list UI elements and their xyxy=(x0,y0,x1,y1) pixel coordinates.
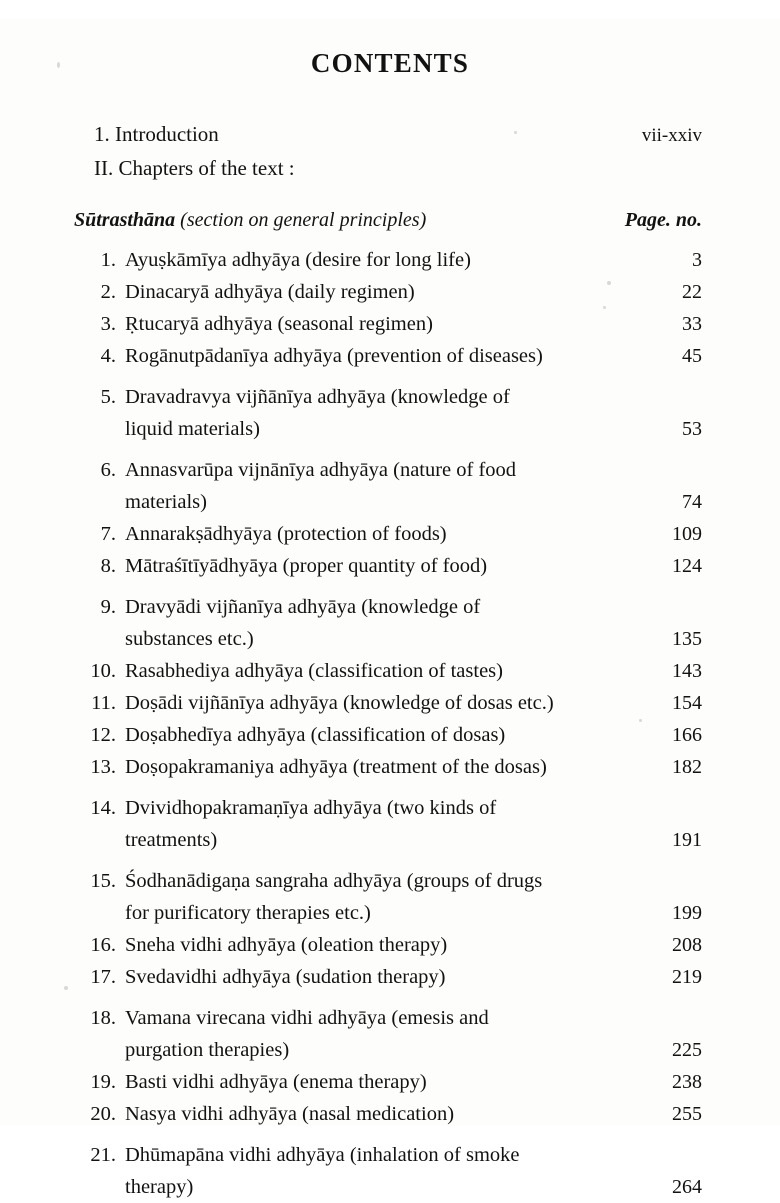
section-heading xyxy=(0,209,780,232)
toc-entry-page-number: 238 xyxy=(672,1071,702,1094)
toc-entry-number: 8. xyxy=(100,555,116,578)
toc-entry[interactable] xyxy=(82,381,702,445)
front-matter-page: vii-xxiv xyxy=(641,125,702,147)
toc-entry[interactable] xyxy=(82,244,702,276)
toc-entry[interactable] xyxy=(82,518,702,550)
toc-entry-page-number: 124 xyxy=(672,555,702,578)
toc-entry-title-line: treatments) xyxy=(125,829,218,852)
toc-entry-title-line: Sneha vidhi adhyāya (oleation therapy) xyxy=(125,934,448,957)
toc-entry-number: 1. xyxy=(100,249,116,272)
toc-entry-number: 13. xyxy=(90,756,116,779)
toc-entry-title xyxy=(116,1139,656,1203)
toc-entry-number: 2. xyxy=(100,281,116,304)
toc-entry-title-line: Svedavidhi adhyāya (sudation therapy) xyxy=(125,966,446,989)
toc-entry-page-number: 74 xyxy=(682,491,702,514)
toc-entry[interactable] xyxy=(82,1139,702,1203)
toc-entry-title-line: Basti vidhi adhyāya (enema therapy) xyxy=(125,1071,427,1094)
toc-entry-page-number: 143 xyxy=(672,660,702,683)
toc-entry-title xyxy=(116,792,656,856)
toc-entry[interactable] xyxy=(82,1098,702,1130)
toc-entry-page-number: 45 xyxy=(682,345,702,368)
section-title xyxy=(74,209,625,232)
toc-entry-title-line: Vamana virecana vidhi adhyāya (emesis and xyxy=(125,1007,489,1030)
toc-entry[interactable] xyxy=(82,961,702,993)
toc-entry-number: 11. xyxy=(91,692,116,715)
section-subtitle: (section on general principles) xyxy=(180,209,427,232)
toc-entry-title-line: Dravadravya vijñānīya adhyāya (knowledge of xyxy=(125,386,510,409)
toc-entry-number: 17. xyxy=(90,966,116,989)
toc-entry-title-line: Dravyādi vijñanīya adhyāya (knowledge of xyxy=(125,596,481,619)
toc-entry-title-line: Rogānutpādanīya adhyāya (prevention of diseases) xyxy=(125,345,543,368)
toc-entry-number: 9. xyxy=(100,596,116,619)
toc-entry-title xyxy=(116,276,656,308)
toc-entry[interactable] xyxy=(82,1066,702,1098)
toc-entry-number: 18. xyxy=(90,1007,116,1030)
toc-entry-number: 15. xyxy=(90,870,116,893)
front-matter-label: II. Chapters of the text : xyxy=(94,156,295,181)
toc-entry[interactable] xyxy=(82,719,702,751)
toc-entry[interactable] xyxy=(82,454,702,518)
toc-entry-page-number: 219 xyxy=(672,966,702,989)
toc-entry[interactable] xyxy=(82,655,702,687)
toc-entry-number: 4. xyxy=(100,345,116,368)
toc-entry-page-number: 135 xyxy=(672,628,702,651)
toc-entry[interactable] xyxy=(82,687,702,719)
toc-entry-title xyxy=(116,244,656,276)
toc-entry-title xyxy=(116,655,656,687)
toc-entry-number: 14. xyxy=(90,797,116,820)
toc-entry-title-line: Śodhanādigaṇa sangraha adhyāya (groups of drugs xyxy=(125,870,543,893)
toc-entry[interactable] xyxy=(82,792,702,856)
toc-entry-page-number: 166 xyxy=(672,724,702,747)
page-column-header: Page. no. xyxy=(624,209,702,232)
toc-entry[interactable] xyxy=(82,550,702,582)
toc-entry-title xyxy=(116,454,656,518)
toc-entry-number: 3. xyxy=(100,313,116,336)
toc-entry-title-line: Dhūmapāna vidhi adhyāya (inhalation of smoke xyxy=(125,1144,520,1167)
front-matter-row xyxy=(94,118,702,152)
toc-entry-number: 19. xyxy=(90,1071,116,1094)
toc-entry-title-line: Annasvarūpa vijnānīya adhyāya (nature of food xyxy=(125,459,517,482)
toc-entry-title-line: Rasabhediya adhyāya (classification of tastes) xyxy=(125,660,503,683)
toc-entry-title xyxy=(116,340,656,372)
toc-entry-title xyxy=(116,865,656,929)
toc-entry-page-number: 22 xyxy=(682,281,702,304)
toc-entry-title-line: Annarakṣādhyāya (protection of foods) xyxy=(125,523,447,546)
toc-entry-number: 12. xyxy=(90,724,116,747)
toc-entry-page-number: 225 xyxy=(672,1039,702,1062)
toc-entry-title xyxy=(116,591,656,655)
toc-entry-page-number: 199 xyxy=(672,902,702,925)
toc-entry-number: 6. xyxy=(100,459,116,482)
toc-entry-title xyxy=(116,961,656,993)
toc-entry-page-number: 264 xyxy=(672,1176,702,1199)
toc-entry-title-line: Ayuṣkāmīya adhyāya (desire for long life) xyxy=(125,249,471,272)
toc-entry[interactable] xyxy=(82,1002,702,1066)
toc-entry-title xyxy=(116,687,656,719)
toc-entry-title-line: Ṛtucaryā adhyāya (seasonal regimen) xyxy=(125,313,433,336)
page-title: CONTENTS xyxy=(310,48,470,79)
toc-entry[interactable] xyxy=(82,929,702,961)
toc-entry-title-line: liquid materials) xyxy=(125,418,260,441)
toc-entry[interactable] xyxy=(82,865,702,929)
toc-entry-page-number: 3 xyxy=(692,249,702,272)
toc-entry-title xyxy=(116,719,656,751)
front-matter-row xyxy=(94,152,702,185)
toc-entry-title xyxy=(116,308,656,340)
toc-entry-title-line: purgation therapies) xyxy=(125,1039,290,1062)
section-name: Sūtrasthāna xyxy=(74,209,176,232)
toc-entry-number: 7. xyxy=(100,523,116,546)
toc-entry-title xyxy=(116,381,656,445)
toc-entry-title xyxy=(116,929,656,961)
front-matter-label: 1. Introduction xyxy=(94,122,219,147)
toc-entry-title-line: Doṣopakramaniya adhyāya (treatment of the dosas) xyxy=(125,756,547,779)
toc-entry-title-line: Doṣādi vijñānīya adhyāya (knowledge of dosas etc.) xyxy=(125,692,554,715)
toc-entry-title-line: Dinacaryā adhyāya (daily regimen) xyxy=(125,281,415,304)
toc-entry-page-number: 53 xyxy=(682,418,702,441)
toc-entry-page-number: 208 xyxy=(672,934,702,957)
toc-entry-page-number: 191 xyxy=(672,829,702,852)
table-of-contents-list xyxy=(0,244,780,1203)
toc-entry-title-line: Mātraśītīyādhyāya (proper quantity of food) xyxy=(125,555,488,578)
toc-entry-number: 16. xyxy=(90,934,116,957)
toc-entry[interactable] xyxy=(82,308,702,340)
contents-page xyxy=(0,18,780,1199)
toc-entry-number: 5. xyxy=(100,386,116,409)
toc-entry[interactable] xyxy=(82,751,702,783)
toc-entry-title-line: therapy) xyxy=(125,1176,194,1199)
toc-entry-title-line: materials) xyxy=(125,491,207,514)
toc-entry-title xyxy=(116,1002,656,1066)
toc-entry-number: 10. xyxy=(90,660,116,683)
toc-entry-page-number: 33 xyxy=(682,313,702,336)
toc-entry[interactable] xyxy=(82,340,702,372)
toc-entry-page-number: 154 xyxy=(672,692,702,715)
toc-entry-number: 20. xyxy=(90,1103,116,1126)
toc-entry-page-number: 109 xyxy=(672,523,702,546)
toc-entry-title xyxy=(116,751,656,783)
toc-entry-title xyxy=(116,518,656,550)
toc-entry-title-line: Dvividhopakramaṇīya adhyāya (two kinds of xyxy=(125,797,497,820)
toc-entry-page-number: 255 xyxy=(672,1103,702,1126)
toc-entry-title-line: Doṣabhedīya adhyāya (classification of dosas) xyxy=(125,724,506,747)
toc-entry-title-line: Nasya vidhi adhyāya (nasal medication) xyxy=(125,1103,455,1126)
toc-entry-title xyxy=(116,1098,656,1130)
toc-entry-number: 21. xyxy=(90,1144,116,1167)
toc-entry-title xyxy=(116,1066,656,1098)
toc-entry-title-line: for purificatory therapies etc.) xyxy=(125,902,371,925)
toc-entry-title-line: substances etc.) xyxy=(125,628,254,651)
toc-entry[interactable] xyxy=(82,591,702,655)
front-matter-list xyxy=(0,118,780,185)
toc-entry-title xyxy=(116,550,656,582)
toc-entry-page-number: 182 xyxy=(672,756,702,779)
